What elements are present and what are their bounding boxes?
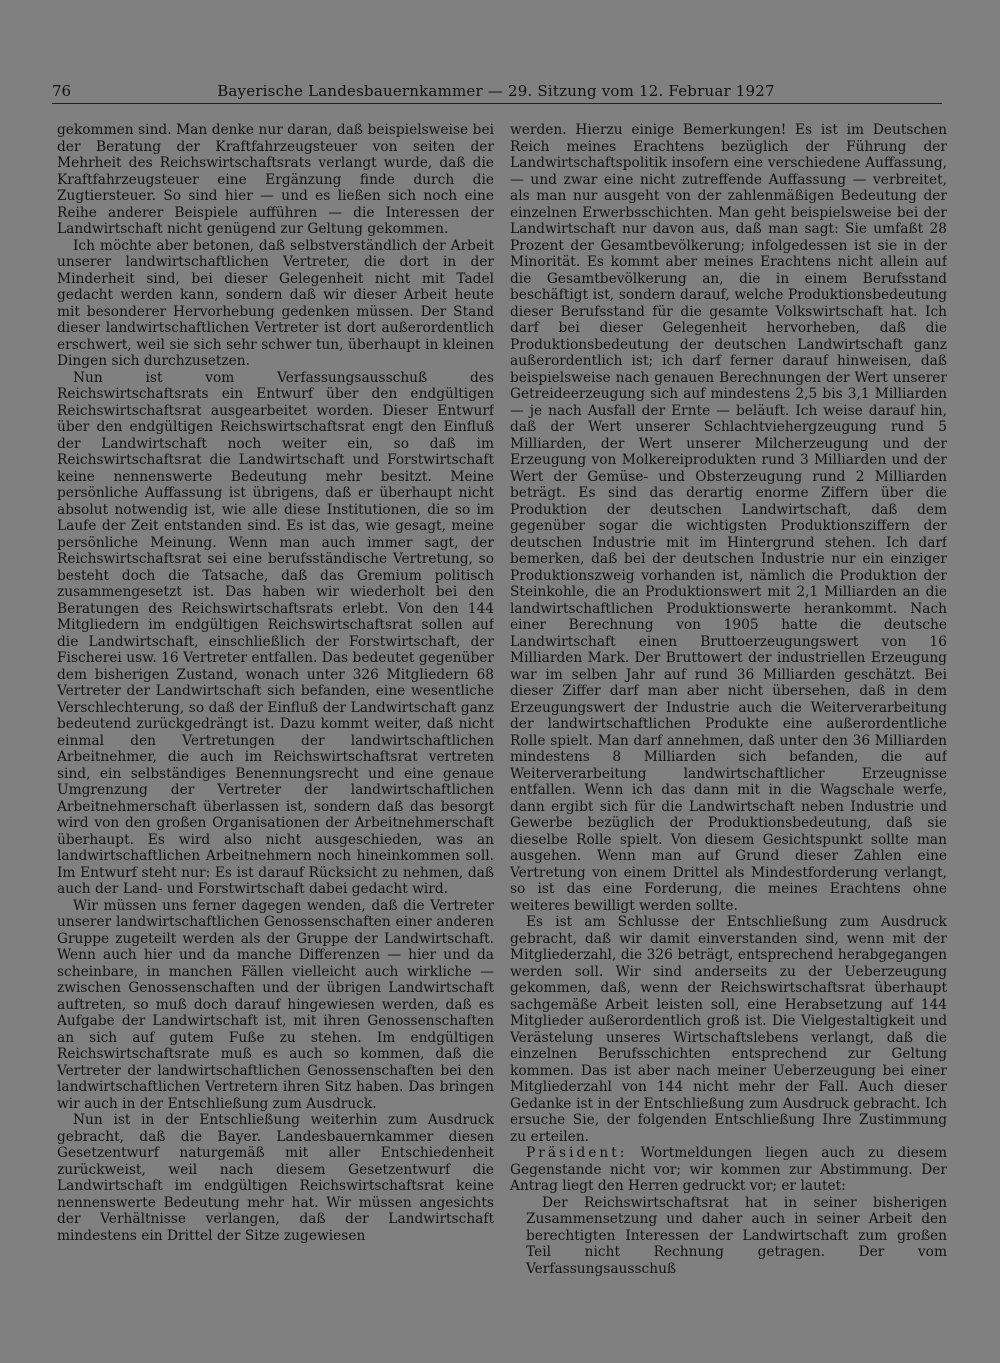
resolution-quote: Der Reichswirtschaftsrat hat in seiner bisherigen Zusammensetzung und daher auch in seiner Arbeit den berechtigten Interessen der Landwirtschaft zum großen Teil nicht Rechnung getragen. Der vom Verfassungsausschuß [526,1194,947,1277]
paragraph: Nun ist in der Entschließung weiterhin zum Ausdruck gebracht, daß die Bayer. Landesbauernkammer diesen Gesetzentwurf naturgemäß mit aller Entschiedenheit zurückweist, weil nach diesem Gesetzentwurf die Landwirtschaft im endgültigen Reichswirtschaftsrat keine nennenswerte Bedeutung mehr hat. Wir müssen angesichts der Verhältnisse verlangen, daß der Landwirtschaft mindestens ein Drittel der Sitze zugewiesen [57,1112,494,1244]
speaker-text: Wortmeldungen liegen auch zu diesem Gegenstande nicht vor; wir kommen zur Abstimmung. Der Antrag liegt den Herren gedruckt vor; er lautet: [510,1145,947,1194]
right-column [510,122,947,1290]
running-head: Bayerische Landesbauernkammer — 29. Sitzung vom 12. Februar 1927 [217,82,775,100]
paragraph: werden. Hierzu einige Bemerkungen! Es ist im Deutschen Reich meines Erachtens bezüglich der Führung der Landwirtschaftspolitik insofern eine verschiedene Auffassung, — und zwar eine nicht zutreffende Auffassung — verbreitet, als man nur ausgeht von der zahlenmäßigen Bedeutung der einzelnen Erwerbsschichten. Man geht beispielsweise bei der Landwirtschaft nur davon aus, daß man sagt: Sie umfaßt 28 Prozent der Gesamtbevölkerung; infolgedessen ist sie in der Minorität. Es kommt aber meines Erachtens nicht allein auf die Gesamtbevölkerung an, die in einem Berufsstand beschäftigt ist, sondern darauf, welche Produktionsbedeutung dieser Berufsstand für die gesamte Volkswirtschaft hat. Ich darf bei dieser Gelegenheit hervorheben, daß die Produktionsbedeutung der deutschen Landwirtschaft ganz außerordentlich ist; ich darf ferner darauf hinweisen, daß beispielsweise nach genauen Berechnungen der Wert unserer Getreideerzeugung sich auf mindestens 2,5 bis 3,1 Milliarden — je nach Ausfall der Ernte — beläuft. Ich weise darauf hin, daß der Wert unserer Schlachtviehergzeugung rund 5 Milliarden, der Wert unserer Milcherzeugung und der Erzeugung von Molkereiprodukten rund 3 Milliarden und der Wert der Gemüse- und Obsterzeugung rund 2 Milliarden beträgt. Es sind das derartig enorme Ziffern über die Produktion der deutschen Landwirtschaft, daß dem gegenüber sogar die wichtigsten Produktionsziffern der deutschen Industrie mit im Hintergrund stehen. Ich darf bemerken, daß bei der deutschen Industrie nur ein einziger Produktionszweig vorhanden ist, nämlich die Produktion der Steinkohle, die an Produktionswert mit 2,1 Milliarden an die landwirtschaftlichen Produktionswerte herankommt. Nach einer Berechnung von 1905 hatte die deutsche Landwirtschaft einen Bruttoerzeugungswert von 16 Milliarden Mark. Der Bruttowert der industriellen Erzeugung war im selben Jahr auf rund 36 Milliarden geschätzt. Bei dieser Ziffer darf man aber nicht übersehen, daß in dem Erzeugungswert der Industrie auch die Weiterverarbeitung der landwirtschaftlichen Produkte eine außerordentliche Rolle spielt. Man darf annehmen, daß unter den 36 Milliarden mindestens 8 Milliarden sich befanden, die auf Weiterverarbeitung landwirtschaftlicher Erzeugnisse entfallen. Wenn ich das dann mit in die Wagschale werfe, dann ergibt sich für die Landwirtschaft neben Industrie und Gewerbe bezüglich der Produktionsbedeutung, daß sie dieselbe Rolle spielt. Von diesem Gesichtspunkt sollte man ausgehen. Wenn man auf Grund dieser Zahlen eine Vertretung von einem Drittel als Mindestforderung verlangt, so ist das eine Forderung, die meines Erachtens ohne weiteres bewilligt werden sollte. [510,122,947,914]
header-rule [52,103,942,104]
page-number: 76 [52,82,72,100]
page-header [48,80,944,102]
paragraph: Nun ist vom Verfassungsausschuß des Reichswirtschaftsrats ein Entwurf über den endgültigen Reichswirtschaftsrat ausgearbeitet worden. Dieser Entwurf über den endgültigen Reichswirtschaftsrat engt den Einfluß der Landwirtschaft noch weiter ein, so daß im Reichswirtschaftsrat die Landwirtschaft und Forstwirtschaft keine nennenswerte Bedeutung mehr besitzt. Meine persönliche Auffassung ist übrigens, daß er überhaupt nicht absolut notwendig ist, wie alle diese Institutionen, die so im Laufe der Zeit entstanden sind. Es ist das, wie gesagt, meine persönliche Meinung. Wenn man auch immer sagt, der Reichswirtschaftsrat sei eine berufsständische Vertretung, so besteht doch die Tatsache, daß das Gremium politisch zusammengesetzt ist. Das haben wir wiederholt bei den Beratungen des Reichswirtschaftsrats erlebt. Von den 144 Mitgliedern im endgültigen Reichswirtschaftsrat sollen auf die Landwirtschaft, einschließlich der Forstwirtschaft, der Fischerei usw. 16 Vertreter entfallen. Das bedeutet gegenüber dem bisherigen Zustand, wonach unter 326 Mitgliedern 68 Vertreter der Landwirtschaft sich befanden, eine wesentliche Verschlechterung, so daß der Einfluß der Landwirtschaft ganz bedeutend zurückgedrängt ist. Dazu kommt weiter, daß nicht einmal den Vertretungen der landwirtschaftlichen Arbeitnehmer, die auch im Reichswirtschaftsrat vertreten sind, ein selbständiges Benennungsrecht und eine genaue Umgrenzung der Vertreter der landwirtschaftlichen Arbeitnehmerschaft überlassen ist, sondern daß das besorgt wird von den großen Organisationen der Arbeitnehmerschaft überhaupt. Es wird also nicht ausgeschieden, was an landwirtschaftlichen Arbeitnehmern noch hineinkommen soll. Im Entwurf steht nur: Es ist darauf Rücksicht zu nehmen, daß auch der Land- und Forstwirtschaft dabei gedacht wird. [57,369,494,897]
paragraph: Ich möchte aber betonen, daß selbstverständlich der Arbeit unserer landwirtschaftlichen Vertreter, die dort in der Minderheit sind, bei dieser Gelegenheit nicht mit Tadel gedacht werden kann, sondern daß wir dieser Arbeit heute mit besonderer Hervorhebung gedenken müssen. Der Stand dieser landwirtschaftlichen Vertreter ist dort außerordentlich erschwert, weil sie sich sehr schwer tun, überhaupt in kleinen Dingen sich durchzusetzen. [57,237,494,369]
paragraph: gekommen sind. Man denke nur daran, daß beispielsweise bei der Beratung der Kraftfahrzeugsteuer von seiten der Mehrheit des Reichswirtschaftsrats verlangt wurde, daß die Kraftfahrzeugsteuer eine Ergänzung finde durch die Zugtiersteuer. So sind hier — und es ließen sich noch eine Reihe anderer Beispiele aufführen — die Interessen der Landwirtschaft nicht genügend zur Geltung gekommen. [57,122,494,237]
paragraph: Wir müssen uns ferner dagegen wenden, daß die Vertreter unserer landwirtschaftlichen Genossenschaften einer anderen Gruppe zugeteilt werden als der Gruppe der Landwirtschaft. Wenn auch hier und da manche Differenzen — hier und da scheinbare, in manchen Fällen vielleicht auch wirkliche — zwischen Genossenschaften und der übrigen Landwirtschaft auftreten, so muß doch darauf hingewiesen werden, daß es Aufgabe der Landwirtschaft ist, mit ihren Genossenschaften an sich auf gutem Fuße zu stehen. Im endgültigen Reichswirtschaftsrate muß es auch so kommen, daß die Vertreter der landwirtschaftlichen Genossenschaften bei den landwirtschaftlichen Vertretern ihren Sitz haben. Das bringen wir auch in der Entschließung zum Ausdruck. [57,897,494,1112]
president-statement [510,1145,947,1195]
left-column [57,122,494,1290]
paragraph: Es ist am Schlusse der Entschließung zum Ausdruck gebracht, daß wir damit einverstanden sind, wenn mit der Mitgliederzahl, die 326 beträgt, entsprechend herabgegangen werden soll. Wir sind anderseits zu der Ueberzeugung gekommen, daß, wenn der Reichswirtschaftsrat überhaupt sachgemäße Arbeit leisten soll, eine Herabsetzung auf 144 Mitglieder außerordentlich groß ist. Die Vielgestaltigkeit und Verästelung unseres Wirtschaftslebens verlangt, daß die einzelnen Berufsschichten entsprechend zur Geltung kommen. Das ist aber nach meiner Ueberzeugung bei einer Mitgliederzahl von 144 nicht mehr der Fall. Auch dieser Gedanke ist in der Entschließung zum Ausdruck gebracht. Ich ersuche Sie, der folgenden Entschließung Ihre Zustimmung zu erteilen. [510,914,947,1145]
speaker-label: Präsident: [526,1145,628,1161]
